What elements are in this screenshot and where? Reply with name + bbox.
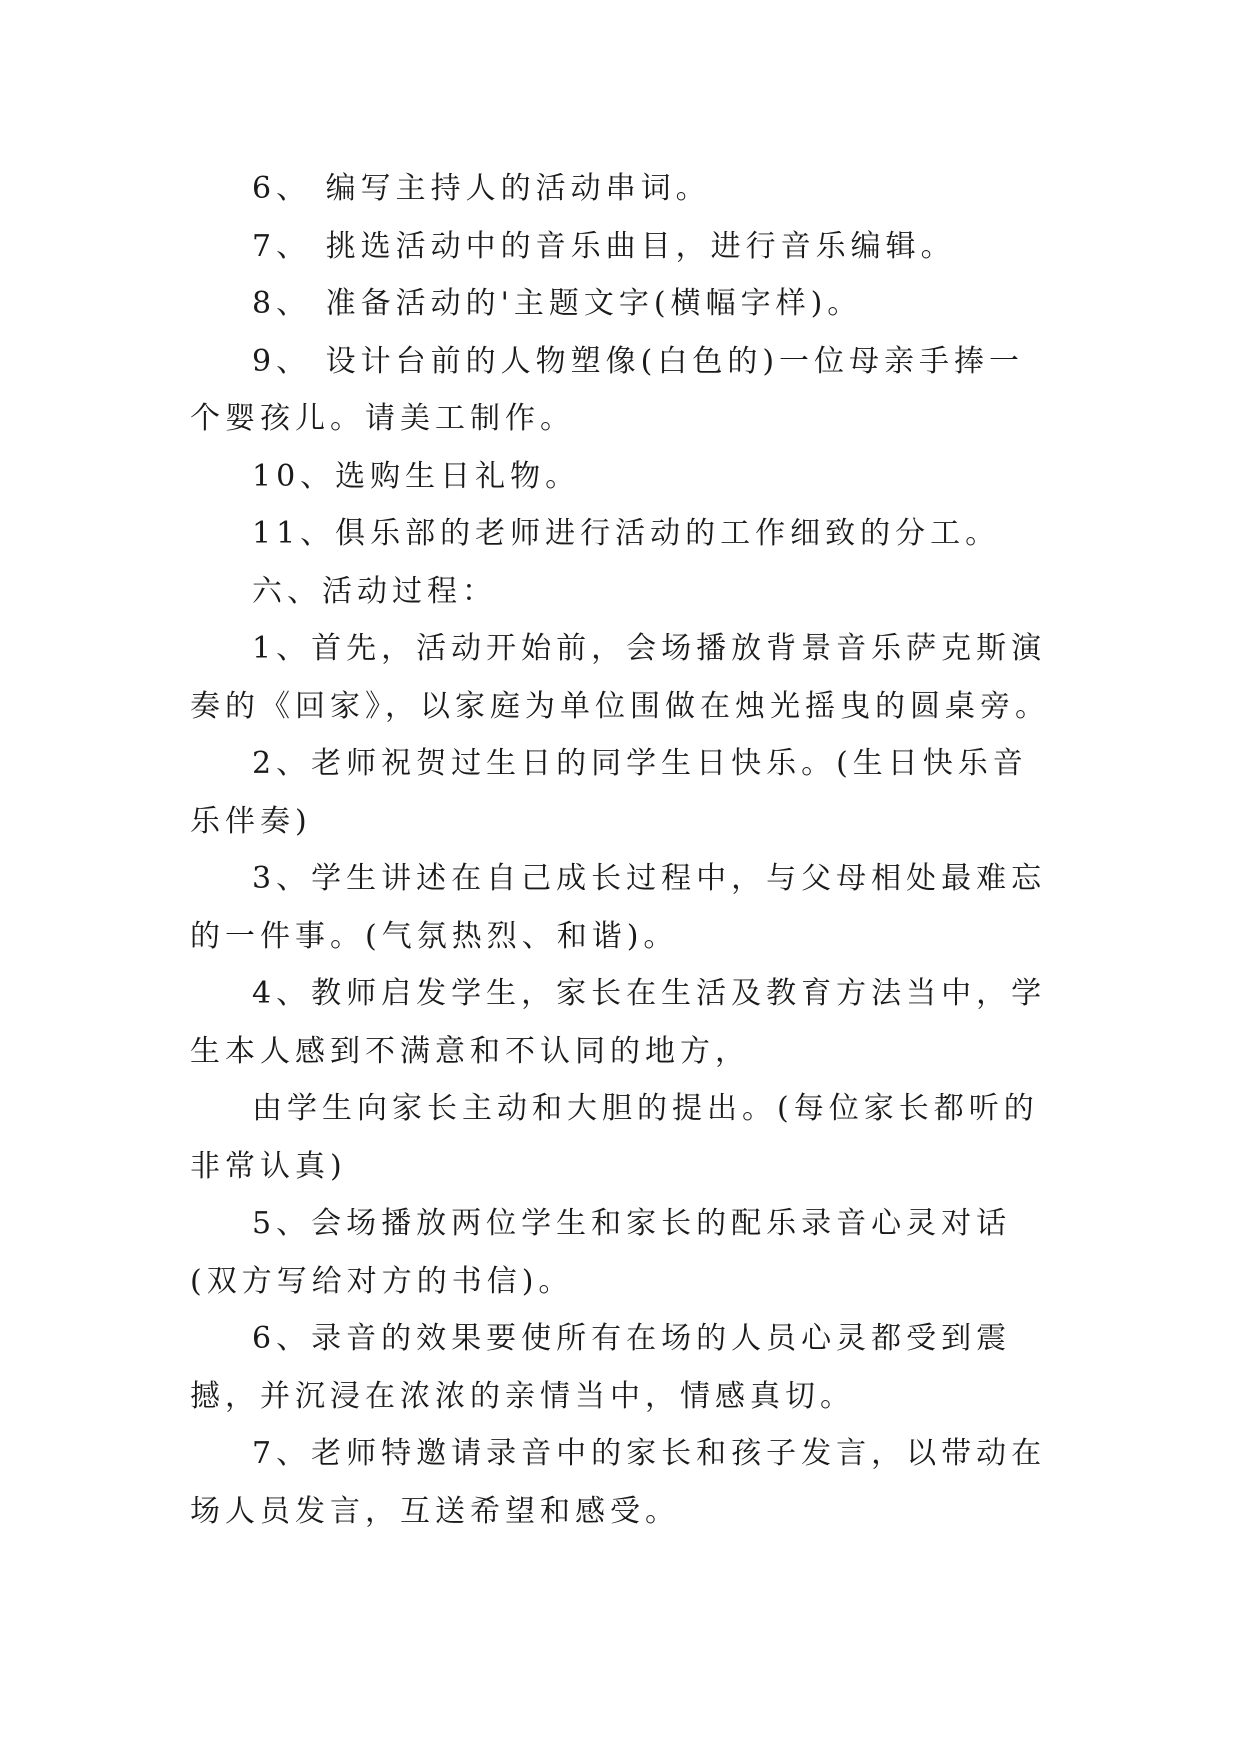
paragraph-step-10-gift: 10、选购生日礼物。 bbox=[252, 458, 581, 494]
paragraph-step-8-banner: 8、 准备活动的'主题文字(横幅字样)。 bbox=[252, 286, 863, 321]
paragraph-step-9-statue: 9、 设计台前的人物塑像(白色的)一位母亲手捧一个婴孩儿。请美工制作。 bbox=[190, 343, 1025, 436]
paragraph-process-4: 4、教师启发学生，家长在生活及教育方法当中，学生本人感到不满意和不认同的地方， bbox=[190, 976, 1047, 1069]
paragraph-process-4-continued: 由学生向家长主动和大胆的提出。(每位家长都听的非常认真) bbox=[190, 1091, 1039, 1184]
section-heading-process: 六、活动过程： bbox=[252, 573, 497, 609]
paragraph-process-1: 1、首先，活动开始前，会场播放背景音乐萨克斯演奏的《回家》，以家庭为单位围做在烛光摇曳的圆桌旁。 bbox=[190, 631, 1050, 724]
paragraph-process-7: 7、老师特邀请录音中的家长和孩子发言，以带动在场人员发言，互送希望和感受。 bbox=[190, 1436, 1047, 1529]
paragraph-process-5: 5、会场播放两位学生和家长的配乐录音心灵对话(双方写给对方的书信)。 bbox=[190, 1206, 1012, 1299]
paragraph-process-6: 6、录音的效果要使所有在场的人员心灵都受到震撼，并沉浸在浓浓的亲情当中，情感真切。 bbox=[190, 1321, 1012, 1414]
paragraph-step-6-script: 6、 编写主持人的活动串词。 bbox=[252, 171, 711, 206]
paragraph-step-11-division: 11、俱乐部的老师进行活动的工作细致的分工。 bbox=[252, 516, 1001, 551]
paragraph-step-7-music: 7、 挑选活动中的音乐曲目，进行音乐编辑。 bbox=[252, 228, 956, 264]
paragraph-process-2: 2、老师祝贺过生日的同学生日快乐。(生日快乐音乐伴奏) bbox=[190, 746, 1028, 839]
document-page bbox=[190, 160, 1050, 1540]
paragraph-process-3: 3、学生讲述在自己成长过程中，与父母相处最难忘的一件事。(气氛热烈、和谐)。 bbox=[190, 861, 1047, 954]
